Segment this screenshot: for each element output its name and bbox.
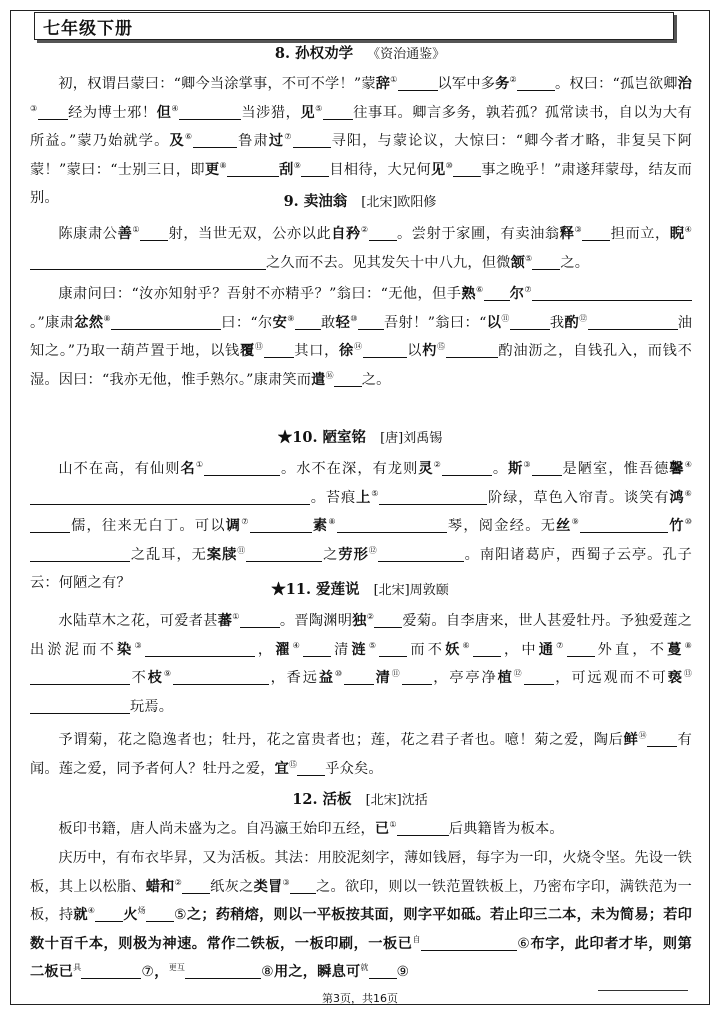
answer-blank[interactable] [379, 489, 487, 505]
answer-blank[interactable] [484, 285, 510, 301]
section-name: ★11. 爱莲说 [271, 581, 360, 598]
section-name: 8. 孙权劝学 [274, 45, 354, 62]
answer-blank[interactable] [379, 641, 407, 657]
answer-blank[interactable] [185, 963, 261, 979]
answer-blank[interactable] [204, 460, 280, 476]
text-paragraph: 初，权谓吕蒙曰：“卿今当涂掌事，不可不学！”蒙辞① 以军中多务② 。权曰：“孤岂欲卿治③ 经为博士邪！但④ 当涉猎，见⑤ 往事耳。卿言多务，孰若孤？孤常读书，自以为大有所益。”蒙乃始就学。及⑥ 鲁肃过⑦ 寻阳，与蒙论议，大惊曰：“卿今者才略，非复吴下阿蒙！”蒙曰：“士别三日，即更⑧ 刮⑨ 目相待，大兄何见⑩ 事之晚乎！”肃遂拜蒙母，结友而别。 [30, 75, 693, 207]
answer-blank[interactable] [30, 698, 130, 714]
answer-blank[interactable] [264, 342, 294, 358]
answer-blank[interactable] [95, 906, 123, 922]
section-author: [唐]刘禹锡 [380, 431, 443, 446]
answer-blank[interactable] [323, 104, 353, 120]
answer-blank[interactable] [295, 314, 321, 330]
answer-blank[interactable] [397, 820, 449, 836]
answer-blank[interactable] [337, 517, 447, 533]
grade-header [34, 12, 674, 40]
answer-blank[interactable] [179, 104, 241, 120]
answer-blank[interactable] [524, 669, 554, 685]
answer-blank[interactable] [369, 963, 397, 979]
answer-blank[interactable] [442, 460, 492, 476]
answer-blank[interactable] [30, 489, 310, 505]
text-paragraph: 予谓菊，花之隐逸者也；牡丹，花之富贵者也；莲，花之君子者也。噫！菊之爱，陶后鲜⑭ 有闻。莲之爱，同予者何人？牡丹之爱，宜⑮ 乎众矣。 [30, 731, 692, 777]
answer-blank[interactable] [446, 342, 498, 358]
text-paragraph: 板印书籍，唐人尚未盛为之。自冯瀛王始印五经，已① 后典籍皆为板本。 [58, 820, 564, 837]
answer-blank[interactable] [378, 546, 464, 562]
answer-blank[interactable] [111, 314, 221, 330]
answer-blank[interactable] [56, 254, 266, 270]
grade-title: 七年级下册 [43, 19, 133, 39]
answer-blank[interactable] [421, 935, 517, 951]
answer-blank[interactable] [146, 906, 174, 922]
answer-blank[interactable] [303, 641, 331, 657]
answer-blank[interactable] [240, 612, 280, 628]
answer-blank[interactable] [246, 546, 322, 562]
answer-blank[interactable] [517, 75, 555, 91]
answer-blank[interactable] [358, 314, 384, 330]
section-author: [北宋]沈括 [365, 793, 428, 808]
answer-blank[interactable] [510, 314, 550, 330]
answer-blank[interactable] [297, 760, 325, 776]
section-author: [北宋]欧阳修 [361, 195, 437, 210]
answer-blank[interactable] [588, 314, 678, 330]
answer-blank[interactable] [647, 731, 677, 747]
answer-blank[interactable] [227, 161, 279, 177]
answer-blank[interactable] [398, 75, 438, 91]
corner-rule [598, 990, 688, 999]
answer-blank[interactable] [369, 225, 397, 241]
text-paragraph: 康肃问曰：“汝亦知射乎？吾射不亦精乎？”翁曰：“无他，但手熟⑥ 尔⑦。”康肃忿然⑧ 曰：“尔安⑨ 敢轻⑩ 吾射！”翁曰：“以⑪ 我酌⑫ 油知之。”乃取一葫芦置于地，以钱覆⑬ 其口，徐⑭ 以杓⑮ 酌油沥之，自钱孔入，而钱不湿。因曰：“我亦无他，惟手熟尔。”康肃笑而遣⑯ 之。 [30, 285, 693, 388]
section-title [0, 44, 720, 65]
answer-blank[interactable] [81, 963, 141, 979]
answer-blank[interactable] [532, 460, 562, 476]
section-title [0, 192, 720, 213]
answer-blank[interactable] [582, 225, 610, 241]
answer-blank[interactable] [140, 225, 168, 241]
text-paragraph: 水陆草木之花，可爱者甚蕃① 。晋陶渊明独② 爱菊。自李唐来，世人甚爱牡丹。予独爱莲之出淤泥而不染③ ，濯④ 清涟⑤ 而不妖⑥ ，中通⑦ 外直，不蔓⑧不枝⑨ ，香远益⑩ 清⑪ ，亭亭净植⑫ ，可远观而不可亵⑬玩焉。 [30, 612, 693, 715]
answer-blank[interactable] [38, 104, 68, 120]
answer-blank[interactable] [580, 517, 668, 533]
section-title [0, 790, 720, 811]
section-title [0, 580, 720, 601]
section-title [0, 428, 720, 449]
answer-blank[interactable] [193, 132, 237, 148]
section-name: ★10. 陋室铭 [277, 429, 367, 446]
answer-blank[interactable] [344, 669, 374, 685]
text-paragraph: 山不在高，有仙则名① 。水不在深，有龙则灵② 。斯③ 是陋室，惟吾德馨④。苔痕上⑤ 阶绿，草色入帘青。谈笑有鸿⑥儒，往来无白丁。可以调⑦ 素⑧ 琴，阅金经。无丝⑨ 竹⑩之乱耳，无案牍⑪ 之劳形⑫ 。南阳诸葛庐，西蜀子云亭。孔子云：何陋之有？ [30, 460, 693, 592]
section-name: 9. 卖油翁 [283, 193, 348, 210]
answer-blank[interactable] [301, 161, 329, 177]
answer-blank[interactable] [145, 641, 255, 657]
answer-blank[interactable] [173, 669, 269, 685]
answer-blank[interactable] [363, 342, 407, 358]
answer-blank[interactable] [567, 641, 595, 657]
answer-blank[interactable] [532, 285, 692, 301]
answer-blank[interactable] [250, 517, 312, 533]
section-name: 12. 活板 [292, 791, 352, 808]
answer-blank[interactable] [453, 161, 481, 177]
text-paragraph: 庆历中，有布衣毕昇，又为活板。其法：用胶泥刻字，薄如钱唇，每字为一印，火烧令坚。先设一铁板，其上以松脂、蜡和② 纸灰之类冒③ 之。欲印，则以一铁范置铁板上，乃密布字印，满铁范为一板，持就④ 火$^炀$ ⑤之；药稍熔，则以一平板按其面，则字平如砥。若止印三二本，未为简易；若印数十百千本，则极为神速。常作二铁板，一板印刷，一板已$^自$ ⑥布字，此印者才毕，则第二板已$^具$ ⑦，$^{更互}$ ⑧用之，瞬息可$^就$ ⑨ [30, 850, 693, 981]
section-author: 《资治通鉴》 [367, 47, 446, 62]
text-paragraph: 陈康肃公善① 射，当世无双，公亦以此自矜② 。尝射于家圃，有卖油翁释③ 担而立，睨④之久而不去。见其发矢十中八九，但微颔⑤ 之。 [30, 220, 692, 277]
section-author: [北宋]周敦颐 [373, 583, 449, 598]
answer-blank[interactable] [30, 669, 130, 685]
answer-blank[interactable] [30, 546, 130, 562]
answer-blank[interactable] [182, 878, 210, 894]
answer-blank[interactable] [473, 641, 501, 657]
answer-blank[interactable] [293, 132, 331, 148]
answer-blank[interactable] [290, 878, 316, 894]
answer-blank[interactable] [374, 612, 402, 628]
answer-blank[interactable] [334, 371, 362, 387]
answer-blank[interactable] [402, 669, 432, 685]
answer-blank[interactable] [30, 517, 70, 533]
page-footer: 第3页，共16页 [322, 992, 398, 1005]
answer-blank[interactable] [532, 254, 560, 270]
answer-blank[interactable] [30, 254, 56, 270]
